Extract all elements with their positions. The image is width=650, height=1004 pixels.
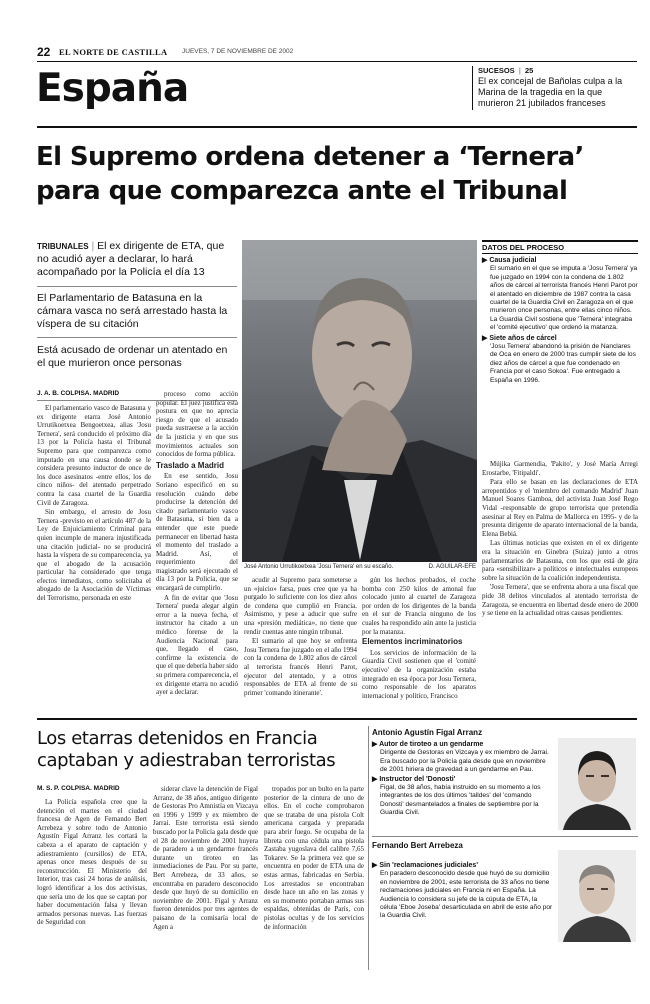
section-title: España	[36, 66, 189, 111]
photo-credit: D. AGUILAR-EFE	[428, 564, 476, 570]
datos-item1-title: Causa judicial	[489, 257, 537, 264]
profile-1-item1-text: Dirigente de Gestoras en Vizcaya y ex miembro de Jarrai. Era buscado por la Policía gala desde que en noviembre de 2001 hiriera de gravedad a un gendarme en Pau.	[380, 749, 549, 774]
paragraph: Los servicios de información de la Guardia Civil sostienen que el 'comité ejecutivo' de la organización estaba integrado en esa época por Josu Ternera, como responsable de los aparatos internacional y político, Francisco	[362, 648, 476, 700]
paragraph: 'Josu Ternera', que se enfrenta ahora a una fiscal que pide 38 delitos vinculados al atentado terrorista de Zaragoza, se encuentra en libertad desde enero de 2000 y se tiene en la actualidad otras causas pendientes.	[482, 583, 638, 618]
paragraph: Las últimas noticias que existen en el ex dirigente era la situación en Ginebra (Suiza) junto a otros parlamentarios de Batasuna, con los que está de gira para «sensibilizar» a políticos e intelectuales europeos sobre la situación de la coalición independentista.	[482, 539, 638, 582]
deck-divider-1	[37, 286, 237, 287]
paragraph: Sin embargo, el arresto de Josu Ternera -previsto en el artículo 487 de la Ley de Enjuiciamiento Criminal para quien incumple de manera injustificada una citación judicial- no se producirá hasta la víspera de su comparecencia, ya que el abogado de la acusación particular ha considerado que tenga efectos inmediatos, como solicitaba el abogado de la Asociación de Víctimas del Terrorismo, personada en este	[37, 508, 151, 603]
kicker: TRIBUNALES	[37, 242, 89, 251]
photo-caption: José Antonio Urrutikoetxea 'Josu Ternera' en su escaño.	[244, 564, 394, 570]
main-photo	[242, 240, 477, 562]
datos-box	[482, 240, 638, 385]
profile-1-photo	[558, 738, 636, 830]
profile-1-item2-text: Figal, de 38 años, había instruido en su momento a los integrantes de los dos últimos 'talldes' del 'comando Donosti' desmantelados a finales de septiembre por la Guardia Civil.	[380, 784, 541, 817]
subhead-elementos: Elementos incriminatorios	[362, 637, 463, 647]
main-column-3	[244, 576, 357, 712]
paragraph: gún los hechos probados, el coche bomba con 250 kilos de amonal fue colocado junto al cuartel de Zaragoza por orden de los dirigentes de la banda en el sur de Francia ninguno de los cuales ha respondido aún ante la justicia por la matanza.	[362, 576, 476, 636]
paragraph: En ese sentido, Josu Soriano especificó en su resolución cuándo debe producirse la detención del citado parlamentario vasco de Batasuna, si bien da a entender que este puede permanecer en libertad hasta el momento del traslado a Madrid. Así, el requerimiento del magistrado será ejecutado el día 13 por la Policía, que se encargará de cumplirlo.	[156, 472, 238, 593]
deck-2: El Parlamentario de Batasuna en la cámara vasca no será arrestado hasta la víspera de su citación	[37, 292, 228, 330]
deck-1: TRIBUNALES | El ex dirigente de ETA, que no acudió ayer a declarar, lo hará acompañado por la Policía el día 13	[37, 240, 225, 278]
second-headline: Los etarras detenidos en Francia captaban y adiestraban terroristas	[37, 728, 336, 771]
bullet-icon: ▶	[372, 741, 380, 748]
bullet-icon: ▶	[372, 862, 380, 869]
profiles-divider	[368, 726, 369, 970]
deck-divider-2	[37, 337, 237, 338]
bullet-icon: ▶	[482, 257, 490, 264]
subhead-traslado: Traslado a Madrid	[156, 460, 225, 470]
main-byline: J. A. B. COLPISA. MADRID	[37, 390, 120, 397]
main-column-1	[37, 404, 151, 712]
page-header	[37, 45, 477, 59]
page-number: 22	[37, 45, 51, 59]
paragraph: tropados por un bulto en la parte posterior de la cintura de uno de ellos. En el coche comprobaron que se trataba de una pistola Colt americana cargada y preparada para abrir fuego. Se ocupaba de la libreta con una cédula una pistola Zastaba yugoslava del calibre 7,65 Tokarev. Se la primera vez que se encuentra en poder de ETA una de estas armas, fabricadas en Serbia. Los arrestados se encontraban desde hace un año en las zonas y en su momento portaban armas sus espaldas, obtenidas de París, con pistolas ocultas y de los servicios de información	[264, 785, 364, 931]
newspaper-name: EL NORTE DE CASTILLA	[59, 47, 168, 57]
datos-item2-title: Siete años de cárcel	[489, 334, 557, 342]
profile-1-item1-title: Autor de tiroteo a un gendarme	[379, 741, 484, 748]
main-headline: El Supremo ordena detener a ‘Ternera’ para que comparezca ante el Tribunal	[36, 142, 584, 206]
profile-2-photo	[558, 850, 636, 942]
section-rule	[37, 126, 637, 128]
datos-item1-text: El sumario en el que se imputa a 'Josu Ternera' ya fue juzgado en 1994 con la condena de 1.802 años de cárcel al terrorista francés Henri Parot por el atentado en diciembre de 1987 contra la casa cuartel de la Guardia Civil en Zaragoza en el que murieron once personas, entre ellas cinco niños. La Guardia Civil sostiene que 'Ternera' integraba el 'comité ejecutivo' que ordenó la matanza.	[490, 265, 638, 332]
paragraph: A fin de evitar que 'Josu Ternera' pueda alegar algún error a la nueva fecha, el instructor ha citado a un médico forense de la Audiencia Nacional para que, llegado el caso, confirme la existencia de que el que debería haber sido su primera comparecencia, el ex dirigente etarra no acudió ayer a declarar.	[156, 593, 238, 697]
teaser-text: El ex concejal de Bañolas culpa a la Marina de la tragedia en la que murieron 21 jubilados franceses	[478, 76, 623, 108]
profile-divider	[372, 836, 638, 837]
profile-2-item1-title: Sin 'reclamaciones judiciales'	[379, 862, 478, 869]
paragraph: El parlamentario vasco de Batasuna y ex dirigente etarra José Antonio Urrutikoetxea Bengoetxea, alias 'Josu Ternera', será conducido el próximo día 13 por la Policía hasta el Tribunal Supremo para que comparezca como imputado en una causa donde se le considera presunto inductor de once de los doce asesinatos -entre ellos, los de cinco niños- del atentado perpetrado contra la casa cuartel de la Guardia Civil de Zaragoza.	[37, 404, 151, 507]
datos-title: DATOS DEL PROCESO	[482, 240, 638, 254]
deck-1-text: El ex dirigente de ETA, que no acudió ayer a declarar, lo hará acompañado por la Policía el día 13	[37, 240, 225, 278]
bullet-icon: ▶	[372, 775, 380, 783]
teaser-block: SUCESOS | 25 El ex concejal de Bañolas culpa a la Marina de la tragedia en la que murieron 21 jubilados franceses	[478, 66, 638, 109]
paragraph: Mújika Garmendia, 'Pakito', y José María Arregi Erostarbe, 'Fitipaldi'.	[482, 460, 638, 477]
second-byline: M. S. P. COLPISA. MADRID	[37, 785, 120, 792]
paragraph: siderar clave la detención de Figal Arranz, de 38 años, antiguo dirigente de Gestoras Pro Amnistía en Vizcaya en 1996 y 1999 y ex miembro de Jarrai. Este terrorista está siendo buscado por la Policía gala desde que el 28 de noviembre de 2001 huyera de paradero a un gendarme francés durante un tiroteo en las inmediaciones de Pau. Por su parte, Bert Arrebeza, de 33 años, se encontraba en paradero desconocido desde que huyó de su domicilio en noviembre de 2001. Figal y Arranz fueron detenidos por tres agentes de paisano de la comisaría local de Agen a	[153, 785, 258, 931]
second-column-1	[37, 798, 147, 970]
teaser-page: 25	[524, 66, 534, 75]
profile-1-item2-title: Instructor del 'Donosti'	[379, 775, 456, 783]
profile-2-name: Fernando Bert Arrebeza	[372, 841, 463, 850]
main-column-5	[482, 460, 638, 712]
portrait-illustration	[242, 240, 477, 562]
teaser-label: SUCESOS	[478, 66, 515, 75]
teaser-divider	[472, 66, 473, 110]
header-rule	[37, 61, 637, 62]
photo-caption-row	[244, 564, 476, 570]
second-column-2	[153, 785, 258, 970]
paragraph: Para ello se basan en las declaraciones de ETA arrepentidos y el 'miembro del comando Madrid' Juan Manuel Soares Gamboa, del activista Juan José Rego Vidal -responsable de grupo terrorista que pretendía asesinar al Rey en Palma de Mallorca en 1995- y de la presunta dirigente de aparato internacional de la banda, Elena Bebiá.	[482, 478, 638, 538]
paragraph: acudir al Supremo para someterse a un «juicio» farsa, pues cree que ya ha purgado lo suficiente con los diez años de condena que cumplió en Francia. Asimismo, y pese a aducir que sufre una «presión mediática», no tiene que rendir cuentas ante ningún tribunal.	[244, 576, 357, 636]
issue-date: JUEVES, 7 DE NOVIEMBRE DE 2002	[182, 48, 294, 55]
datos-item2-text: 'Josu Ternera' abandonó la prisión de Nanclares de Oca en enero de 2000 tras cumplir siete de los diez años de cárcel a que fue condenado en Francia por el caso Sokoa'. Fue entregado a España en 1996.	[490, 343, 636, 384]
main-column-4	[362, 576, 476, 712]
second-column-3	[264, 785, 364, 970]
main-column-2	[156, 390, 238, 712]
deck-3: Está acusado de ordenar un atentado en el que murieron once personas	[37, 344, 228, 369]
paragraph: La Policía española cree que la detención el martes en el ciudad francesa de Agen de Fernando Bert Arrebeza y sobre todo de Antonio Agustín Figal Arranz les cortará la cabeza a el aparato de captación y adiestramiento (cursillos) de ETA, apenas once meses después de su reconstrucción. El Ministerio del Interior, tras casi 24 horas de análisis, logró identificar a los dos activistas, que sería uno de los que se captan por haber documentación falsa y llevan armados personas nuevas. Las fuerzas de Seguridad con	[37, 798, 147, 927]
bullet-icon: ▶	[482, 334, 490, 342]
paragraph: proceso como acción popular. El juez justifica esta postura en que no aprecia riesgo de que el acusado pueda sustraerse a la acción de la justicia y en que sus movimientos actuales son conocidos de forma pública.	[156, 390, 238, 459]
profile-1-name: Antonio Agustín Figal Arranz	[372, 728, 483, 737]
paragraph: El sumario al que hoy se enfrenta Josu Ternera fue juzgado en el año 1994 con la condena de 1.802 años de cárcel al terrorista francés Henri Parot, ejecutor del atentado, y a otros responsables de ETA al frente de su primer 'comando itinerante'.	[244, 637, 357, 697]
story-separator	[37, 718, 637, 720]
profile-2-item1-text: En paradero desconocido desde que huyó de su domicilio en noviembre de 2001, este terrorista de 33 años no tiene reclamaciones judiciales en Francia ni en España. La Audiencia lo considera su jefe de la cúpula de ETA, la célula 'Eboe Joseba' desarticulada en abril de este año por la Guardia Civil.	[380, 870, 553, 920]
